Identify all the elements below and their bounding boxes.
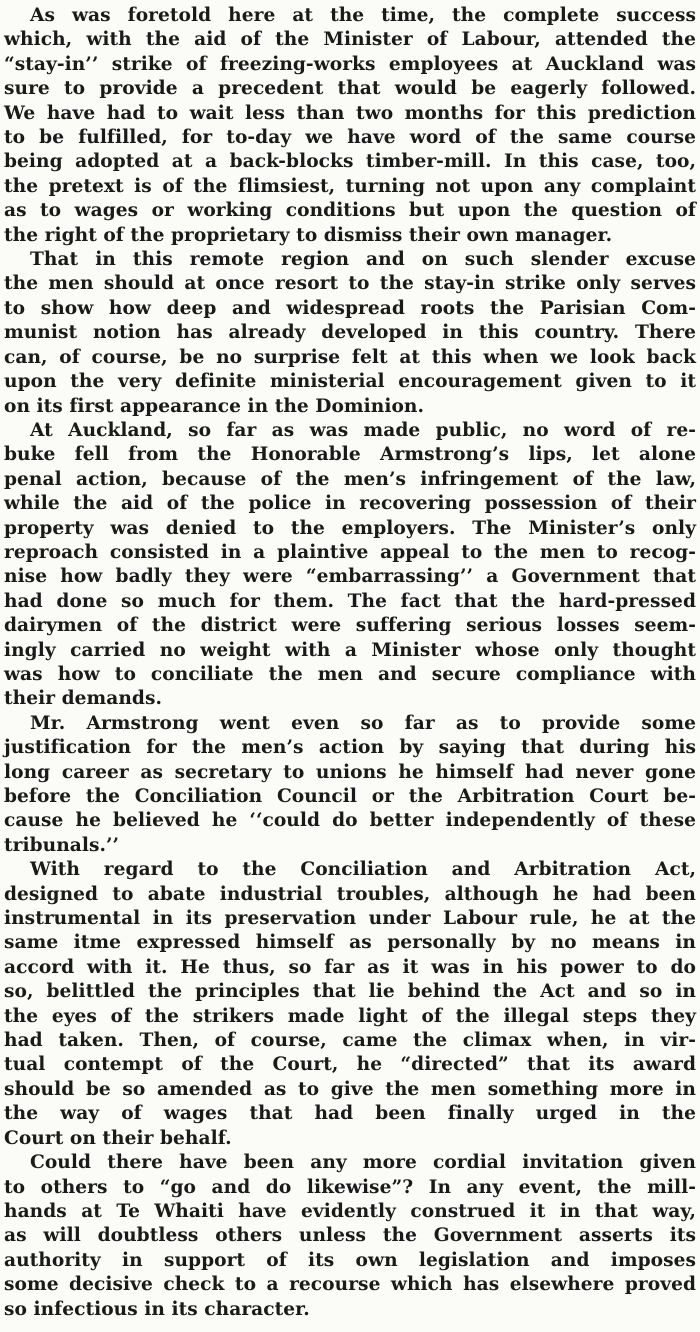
- text-line: We have had to wait less than two months for this prediction: [4, 102, 696, 124]
- text-line: As was foretold here at the time, the complete success: [30, 5, 696, 26]
- text-line: same itme expressed himself as personally by no means in: [4, 932, 696, 954]
- text-line: to show how deep and widespread roots the Parisian Com-: [4, 297, 696, 319]
- text-line: sure to provide a precedent that would be eagerly followed.: [4, 78, 696, 100]
- text-line: as to wages or working conditions but upon the question of: [4, 200, 696, 222]
- article-paragraph: [4, 1151, 696, 1322]
- text-line: to others to “go and do likewise”? In any event, the mill-: [4, 1176, 696, 1198]
- text-line: accord with it. He thus, so far as it was in his power to do: [4, 956, 696, 978]
- text-line: long career as secretary to unions he himself had never gone: [4, 761, 696, 783]
- text-line: as will doubtless others unless the Government asserts its: [4, 1225, 696, 1247]
- text-line: was how to conciliate the men and secure compliance with: [4, 663, 696, 685]
- article-column: [4, 4, 696, 1322]
- text-line: the way of wages that had been finally urged in the: [4, 1103, 696, 1125]
- text-line: the men should at once resort to the stay-in strike only serves: [4, 273, 696, 295]
- text-line: before the Conciliation Council or the Arbitration Court be-: [4, 786, 696, 807]
- text-line: authority in support of its own legislation and imposes: [4, 1249, 696, 1271]
- text-line: At Auckland, so far as was made public, no word of re-: [30, 419, 696, 441]
- article-paragraph: [4, 712, 696, 858]
- text-line: With regard to the Conciliation and Arbitration Act,: [30, 859, 696, 881]
- text-line: Court on their behalf.: [4, 1127, 232, 1149]
- text-line: justification for the men’s action by saying that during his: [4, 737, 696, 759]
- text-line: their demands.: [4, 688, 162, 710]
- article-paragraph: [4, 248, 696, 419]
- text-line: dairymen of the district were suffering serious losses seem-: [4, 615, 696, 637]
- text-line: tribunals.’’: [4, 834, 120, 856]
- text-line: That in this remote region and on such slender excuse: [30, 249, 696, 271]
- text-line: tual contempt of the Court, he “directed” that its award: [4, 1054, 696, 1076]
- article-paragraph: [4, 858, 696, 1151]
- text-line: munist notion has already developed in this country. There: [4, 322, 696, 344]
- text-line: hands at Te Whaiti have evidently construed it in that way,: [4, 1200, 696, 1222]
- text-line: had done so much for them. The fact that the hard-pressed: [4, 590, 696, 612]
- text-line: the eyes of the strikers made light of the illegal steps they: [4, 1005, 696, 1027]
- text-line: penal action, because of the men’s infringement of the law,: [4, 468, 696, 490]
- text-line: some decisive check to a recourse which has elsewhere proved: [4, 1274, 696, 1296]
- text-line: had taken. Then, of course, came the climax when, in vir-: [4, 1030, 696, 1052]
- text-line: while the aid of the police in recovering possession of their: [4, 493, 696, 515]
- text-line: reproach consisted in a plaintive appeal to the men to recog-: [4, 541, 696, 563]
- text-line: ingly carried no weight with a Minister whose only thought: [4, 639, 696, 661]
- article-paragraph: [4, 419, 696, 712]
- text-line: which, with the aid of the Minister of Labour, attended the: [4, 29, 696, 51]
- text-line: should be so amended as to give the men something more in: [4, 1078, 696, 1100]
- text-line: designed to abate industrial troubles, although he had been: [4, 883, 696, 905]
- text-line: Could there have been any more cordial invitation given: [30, 1152, 696, 1174]
- text-line: Mr. Armstrong went even so far as to provide some: [30, 712, 696, 734]
- text-line: on its first appearance in the Dominion.: [4, 395, 424, 417]
- text-line: upon the very definite ministerial encouragement given to it: [4, 371, 696, 393]
- text-line: property was denied to the employers. The Minister’s only: [4, 517, 696, 539]
- text-line: “stay-in’’ strike of freezing-works employees at Auckland was: [4, 53, 696, 75]
- text-line: buke fell from the Honorable Armstrong’s lips, let alone: [4, 444, 696, 466]
- text-line: nise how badly they were “embarrassing’’ a Government that: [4, 566, 696, 588]
- text-line: so infectious in its character.: [4, 1298, 310, 1320]
- text-line: to be fulfilled, for to-day we have word of the same course: [4, 127, 696, 149]
- text-line: the right of the proprietary to dismiss their own manager.: [4, 224, 613, 246]
- article-paragraph: [4, 4, 696, 248]
- text-line: cause he believed he ‘‘could do better independently of these: [4, 810, 696, 832]
- text-line: the pretext is of the flimsiest, turning not upon any complaint: [4, 175, 696, 197]
- text-line: can, of course, be no surprise felt at this when we look back: [4, 346, 696, 368]
- text-line: instrumental in its preservation under Labour rule, he at the: [4, 908, 696, 930]
- text-line: being adopted at a back-blocks timber-mill. In this case, too,: [4, 151, 696, 173]
- text-line: so, belittled the principles that lie behind the Act and so in: [4, 981, 696, 1003]
